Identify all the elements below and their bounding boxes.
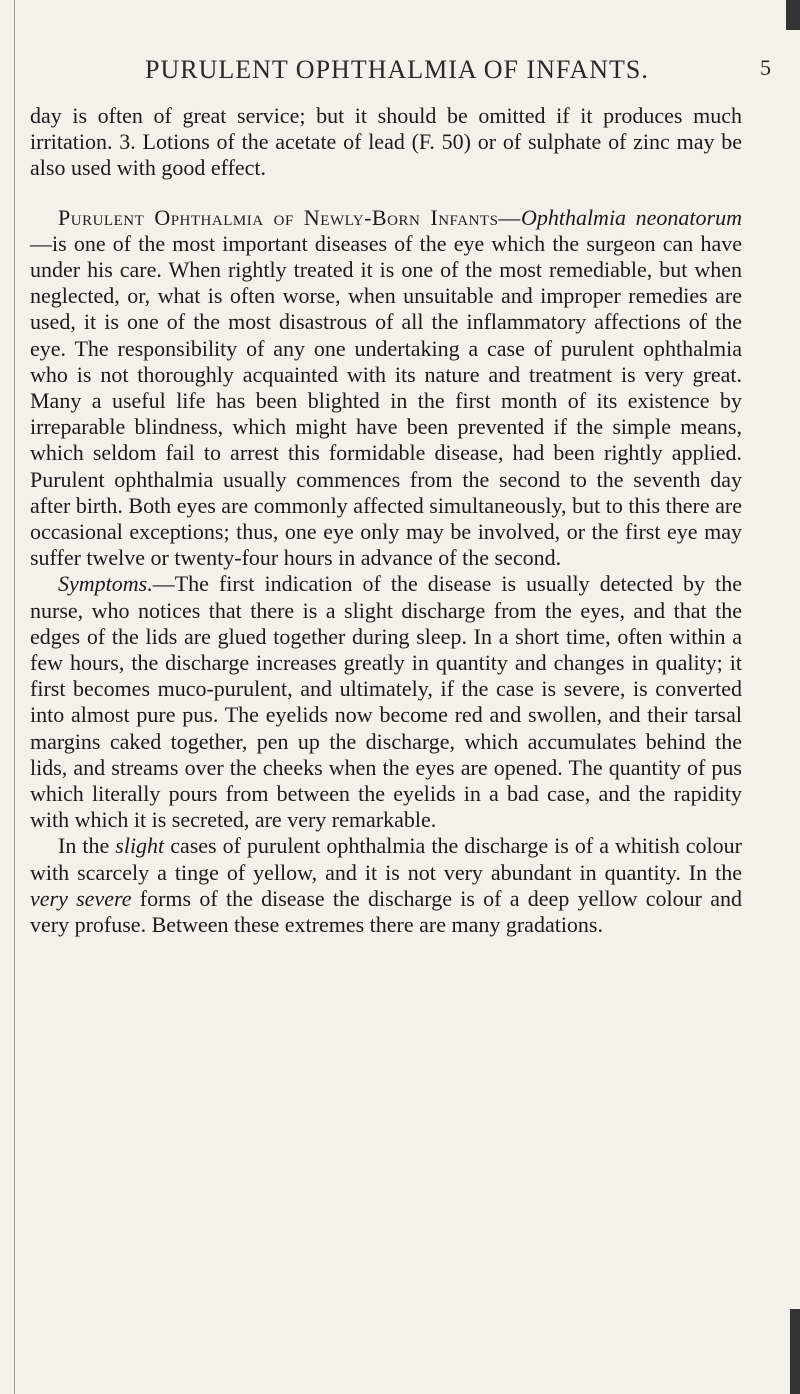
paragraph-body: —is one of the most important diseases of the eye which the surgeon can have under his care. When rightly treated it is one of the most remediable, but when neglected, or, what is often worse, when unsuitable and improper remedies are used, it is one of the most disastrous of all the inflammatory affections of the eye. The responsibility of any one undertaking a case of purulent ophthalmia who is not thoroughly acquainted with its nature and treatment is very great. Many a useful life has been blighted in the first month of its existence by irreparable blindness, which might have been prevented if the simple means, which seldom fail to arrest this formidable disease, had been rightly applied. Purulent ophthalmia usually commences from the second to the seventh day after birth. Both eyes are commonly affected simultaneously, but to this there are occasional exceptions; thus, one eye only may be involved, or the first eye may suffer twelve or twenty-four hours in advance of the second. (30, 230, 742, 571)
scan-edge-mark-top (786, 0, 800, 30)
symptoms-label: Symptoms. (58, 571, 153, 597)
latin-term: Ophthalmia neonatorum (520, 204, 742, 230)
page-number: 5 (760, 55, 771, 80)
paragraph-purulent-ophthalmia (30, 205, 742, 572)
running-title: PURULENT OPHTHALMIA OF INFANTS. (145, 55, 649, 84)
section-gap (30, 182, 742, 205)
discharge-text-end: forms of the disease the discharge is of a deep yellow colour and very profuse. Between these extremes there are many gradations. (30, 885, 742, 938)
slight-term: slight (115, 833, 165, 859)
very-severe-term: very severe (30, 885, 132, 911)
body-text (30, 103, 742, 938)
discharge-text-mid: cases of purulent ophthalmia the discharge is of a whitish colour with scarcely a tinge of yellow, and it is not very abundant in quantity. In the (30, 833, 743, 885)
paragraph-continuation (30, 103, 742, 182)
discharge-text-lead: In the (58, 833, 116, 859)
paragraph-discharge-grades (30, 833, 742, 938)
symptoms-body: —The first indication of the disease is usually detected by the nurse, who notices that there is a slight discharge from the eyes, and that the edges of the lids are glued together during sleep. In a short time, often within a few hours, the discharge increases greatly in quantity and changes in quality; it first becomes muco-purulent, and ultimately, if the case is severe, is converted into almost pure pus. The eyelids now become red and swollen, and their tarsal margins caked together, pen up the discharge, which accumulates behind the lids, and streams over the cheeks when the eyes are opened. The quantity of pus which literally pours from between the eyelids in a bad case, and the rapidity with which it is secreted, are very remarkable. (30, 571, 742, 833)
paragraph-continuation-text: day is often of great service; but it should be omitted if it produces much irritation. 3. Lotions of the acetate of lead (F. 50) or of sulphate of zinc may be also used with good effect. (30, 103, 742, 181)
page-edge-rule (14, 0, 15, 1394)
paragraph-symptoms (30, 571, 742, 833)
scan-edge-mark-bottom (790, 1309, 800, 1394)
section-heading: Purulent Ophthalmia of Newly-Born Infants— (58, 204, 521, 230)
running-head (0, 55, 800, 91)
